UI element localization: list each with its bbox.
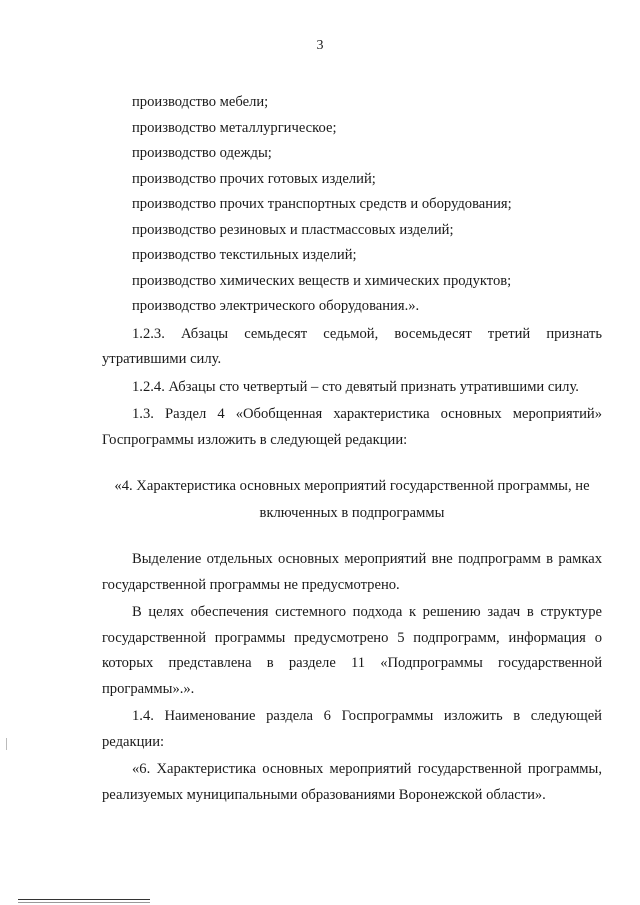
scan-edge-mark: [6, 738, 7, 750]
section-6-title: «6. Характеристика основных мероприятий государственной программы, реализуемых муниципальными образованиями Воронежской области».: [102, 761, 602, 803]
list-item: производство мебели;: [132, 94, 269, 110]
paragraph-1-2-3: 1.2.3. Абзацы семьдесят седьмой, восемьдесят третий признать утратившими силу.: [102, 325, 602, 367]
footnote-rule-secondary: [18, 902, 150, 903]
section-4-paragraph-2: В целях обеспечения системного подхода к решению задач в структуре государственной программы предусмотрено 5 подпрограмм, информация о которых представлена в разделе 11 «Подпрограммы государственной программы».».: [102, 604, 602, 697]
footnote-rule: [18, 899, 150, 900]
paragraph-1-3: 1.3. Раздел 4 «Обобщенная характеристика основных мероприятий» Госпрограммы изложить в следующей редакции:: [102, 406, 602, 448]
list-item: производство прочих транспортных средств и оборудования;: [132, 196, 512, 212]
section-4-paragraph-1: Выделение отдельных основных мероприятий вне подпрограмм в рамках государственной программы не предусмотрено.: [102, 551, 602, 593]
page-number: 3: [316, 38, 324, 53]
section-4-heading: «4. Характеристика основных мероприятий государственной программы, не включенных в подпрограммы: [114, 478, 590, 521]
paragraph-1-2-4: 1.2.4. Абзацы сто четвертый – сто девятый признать утратившими силу.: [132, 378, 579, 395]
list-item: производство прочих готовых изделий;: [132, 170, 376, 187]
list-item: производство резиновых и пластмассовых изделий;: [132, 221, 454, 238]
list-item: производство одежды;: [132, 145, 272, 161]
list-item: производство электрического оборудования.».: [132, 298, 420, 314]
paragraph-1-4: 1.4. Наименование раздела 6 Госпрограммы изложить в следующей редакции:: [102, 708, 602, 750]
list-item: производство текстильных изделий;: [132, 247, 357, 263]
list-item: производство химических веществ и химических продуктов;: [132, 272, 512, 289]
document-body: [102, 90, 602, 808]
list-item: производство металлургическое;: [132, 119, 337, 136]
